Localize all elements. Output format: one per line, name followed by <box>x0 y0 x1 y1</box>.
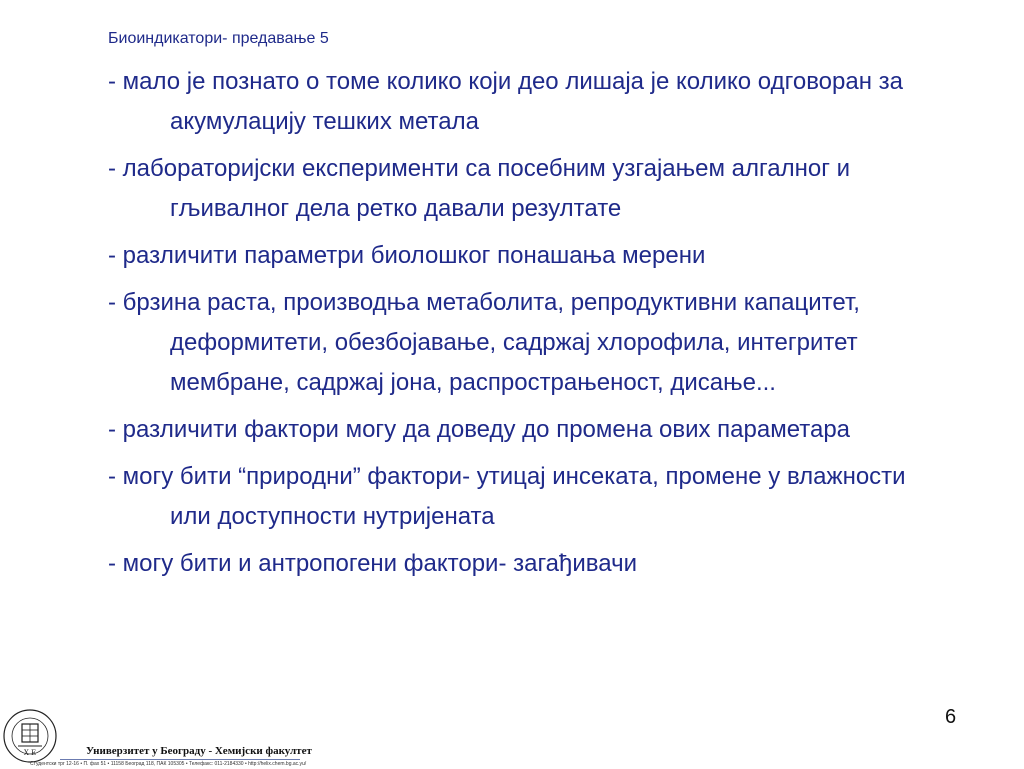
bullet-item: - мало је познато о томе колико који део лишаја је колико одговоран за акумулацију тешких метала <box>108 68 903 135</box>
slide-header: Биоиндикатори- предавање 5 <box>108 30 329 47</box>
bullet-item: - могу бити “природни” фактори- утицај инсеката, промене у влажности или доступности нутријената <box>108 463 906 530</box>
bullet-item: - могу бити и антропогени фактори- загађивачи <box>108 550 637 577</box>
university-seal-icon <box>2 708 58 764</box>
footer-divider <box>60 759 300 760</box>
bullet-item: - различити параметри биолошког понашања мерени <box>108 242 706 269</box>
bullet-item: - лабораторијски експерименти са посебним узгајањем алгалног и гљивалног дела ретко давали резултате <box>108 155 851 222</box>
footer-address: Студентски трг 12-16 • П. фах 51 • 11158 Београд 118, ПАК 105305 • Телефакс: 011-2184330 • http://helix.chem.bg.ac.yu/ <box>30 761 307 767</box>
seal-letters: Х Е <box>23 749 37 757</box>
bullet-item: - различити фактори могу да доведу до промена ових параметара <box>108 416 851 443</box>
footer-institution: Универзитет у Београду - Хемијски факултет <box>86 745 312 757</box>
slide-number: 6 <box>945 706 957 728</box>
bullet-item: - брзина раста, производња метаболита, репродуктивни капацитет, деформитети, обезбојавање, садржај хлорофила, интегритет мембране, садржај јона, распрострањеност, дисање... <box>108 289 860 396</box>
bullet-list <box>108 62 908 591</box>
